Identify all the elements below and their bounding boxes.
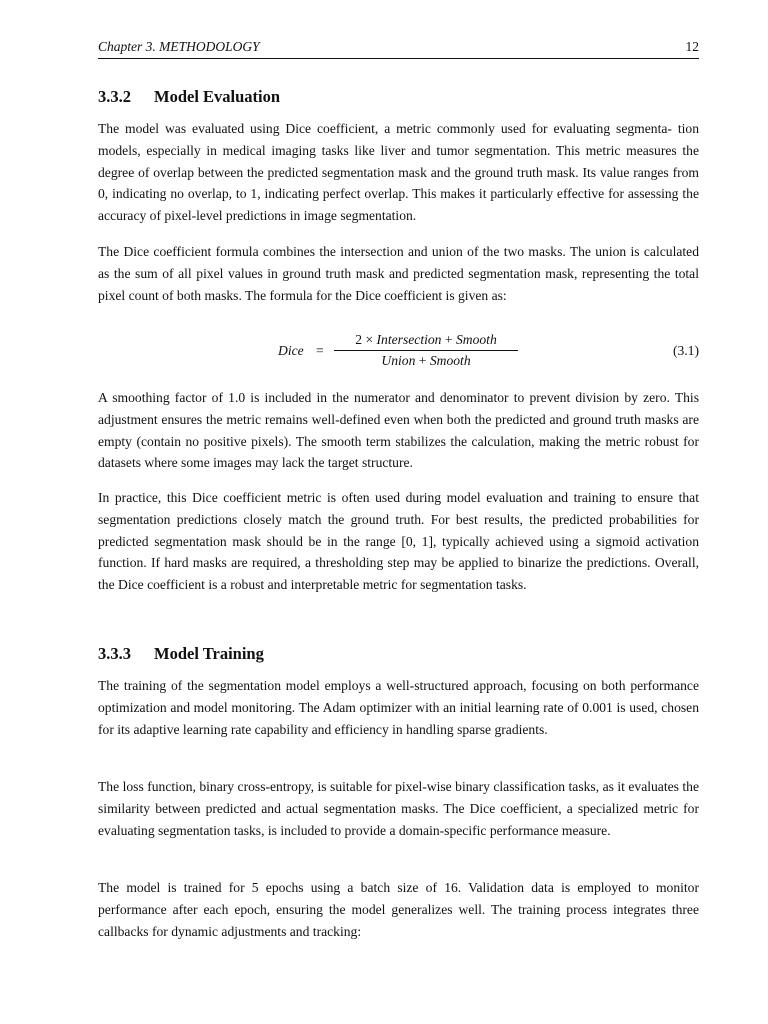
equation-denominator <box>334 351 518 369</box>
numerator-plus: + <box>444 332 453 347</box>
paragraph: In practice, this Dice coefficient metric is often used during model evaluation and training to ensure that segmentation predictions closely match the ground truth. For best results, the predicted probabilities for predicted segmentation mask should be in the range [0, 1], typically achieved using a sigmoid activation function. If hard masks are required, a thresholding step may be applied to binarize the predictions. Overall, the Dice coefficient is a robust and interpretable metric for segmentation tasks. <box>98 490 699 593</box>
numerator-smooth: Smooth <box>455 332 497 347</box>
chapter-title: Chapter 3. METHODOLOGY <box>98 39 260 54</box>
section-title: Model Training <box>154 644 264 663</box>
equation-number: (3.1) <box>672 343 699 358</box>
page-number: 12 <box>685 39 699 54</box>
equation-lhs: Dice <box>278 343 304 358</box>
numerator-coefficient: 2 × <box>355 332 374 347</box>
paragraph: The training of the segmentation model employs a well-structured approach, focusing on both performance optimization and model monitoring. The Adam optimizer with an initial learning rate of 0.001 is used, chosen for its adaptive learning rate capability and efficiency in handling sparse gradients. <box>98 678 699 737</box>
paragraph: A smoothing factor of 1.0 is included in the numerator and denominator to prevent division by zero. This adjustment ensures the metric remains well-defined even when both the predicted and ground truth masks are empty (contain no positive pixels). The smooth term stabilizes the calculation, making the metric robust for datasets where some images may lack the target structure. <box>98 390 699 471</box>
equation-numerator <box>334 332 518 351</box>
section-number: 3.3.2 <box>98 87 131 106</box>
paragraph: The model was evaluated using Dice coefficient, a metric commonly used for evaluating segmenta- tion models, especially in medical imaging tasks like liver and tumor segmentation. This metric measures the degree of overlap between the predicted segmentation mask and the ground truth mask. Its value ranges from 0, indicating no overlap, to 1, indicating perfect overlap. This makes it particularly effective for assessing the accuracy of pixel-level predictions in image segmentation. <box>98 121 699 224</box>
equation-fraction <box>334 332 518 369</box>
denominator-plus: + <box>418 353 427 368</box>
section-title: Model Evaluation <box>154 87 281 106</box>
dice-equation <box>98 330 699 374</box>
denominator-smooth: Smooth <box>429 353 471 368</box>
paragraph: The Dice coefficient formula combines the intersection and union of the two masks. The union is calculated as the sum of all pixel values in ground truth mask and predicted segmentation mask, representing the total pixel count of both masks. The formula for the Dice coefficient is given as: <box>98 244 699 303</box>
denominator-union: Union <box>381 353 416 368</box>
section-number: 3.3.3 <box>98 644 131 663</box>
numerator-intersection: Intersection <box>376 332 442 347</box>
paragraph: The model is trained for 5 epochs using a batch size of 16. Validation data is employed to monitor performance after each epoch, ensuring the model generalizes well. The training process integrates three callbacks for dynamic adjustments and tracking: <box>98 880 699 939</box>
section-heading-model-evaluation <box>98 87 280 107</box>
section-heading-model-training <box>98 644 264 664</box>
paragraph: The loss function, binary cross-entropy, is suitable for pixel-wise binary classification tasks, as it evaluates the similarity between predicted and actual segmentation masks. The Dice coefficient, a specialized metric for evaluating segmentation tasks, is included to provide a domain-specific performance measure. <box>98 779 699 838</box>
running-header <box>98 38 699 59</box>
equation-equals: = <box>316 343 324 358</box>
